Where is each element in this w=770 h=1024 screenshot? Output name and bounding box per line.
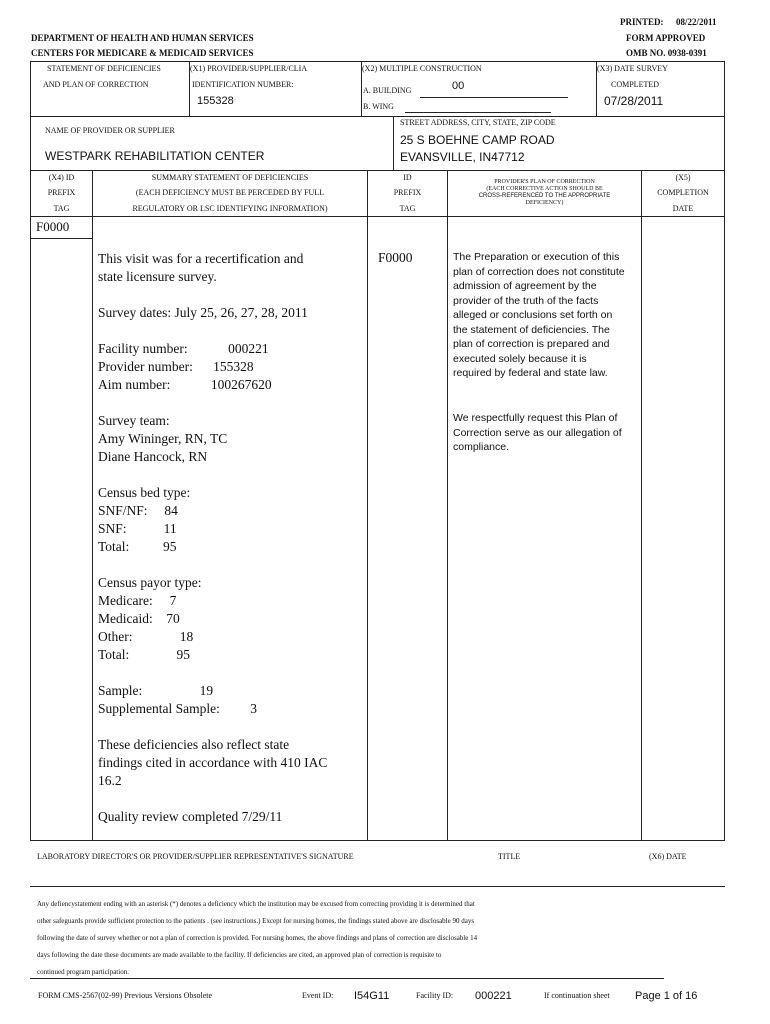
facility-id-label: Facility ID: xyxy=(416,991,454,1000)
left-tag: F0000 xyxy=(36,219,70,234)
divider xyxy=(30,116,725,117)
summary-line: Total: 95 xyxy=(98,539,177,554)
x5-label: (X5) xyxy=(675,173,691,182)
summary-line xyxy=(98,556,327,574)
x1-label: (X1) PROVIDER/SUPPLIER/CLIA xyxy=(190,64,308,73)
disclaimer-line: following the date of survey whether or not a plan of correction is provided. For nursing homes, the above findings and plans of correction are disclosable 14 xyxy=(37,934,478,942)
address-line1: 25 S BOEHNE CAMP ROAD xyxy=(400,133,555,147)
summary-line xyxy=(98,322,327,340)
building-underline xyxy=(420,97,568,98)
x5-completion-label: COMPLETION xyxy=(657,188,709,197)
omb-number: OMB NO. 0938-0391 xyxy=(626,48,707,58)
x1-identification-label: IDENTIFICATION NUMBER: xyxy=(192,80,294,89)
department-name: DEPARTMENT OF HEALTH AND HUMAN SERVICES xyxy=(31,33,254,43)
event-id-label: Event ID: xyxy=(302,991,334,1000)
x4-id-label: (X4) ID xyxy=(48,173,75,182)
x5-date-label: DATE xyxy=(672,204,694,213)
summary-line: Other: 18 xyxy=(98,629,194,644)
summary-line: Aim number: 100267620 xyxy=(98,377,272,392)
frame-right-line xyxy=(724,61,725,841)
disclaimer-line: days following the date these documents are made available to the facility. If deficiencies are cited, an approved plan of correction is requisite to xyxy=(37,951,442,959)
summary-line xyxy=(98,286,327,304)
wing-label: B. WING xyxy=(363,102,394,111)
summary-line xyxy=(98,718,327,736)
wing-underline xyxy=(405,112,551,113)
summary-line: Facility number: 000221 xyxy=(98,341,269,356)
printed-label: PRINTED: xyxy=(620,17,664,27)
summary-header-1: SUMMARY STATEMENT OF DEFICIENCIES xyxy=(151,173,309,182)
disclaimer-line: other safeguards provide sufficient protection to the patients . (see instructions.) Except for nursing homes, the findings stated above are disclosable 90 days xyxy=(37,917,475,925)
provider-name-value: WESTPARK REHABILITATION CENTER xyxy=(45,149,265,163)
summary-line: Diane Hancock, RN xyxy=(98,449,208,464)
x4-prefix-label: PREFIX xyxy=(47,188,76,197)
summary-line: Census bed type: xyxy=(98,485,191,500)
summary-line: Census payor type: xyxy=(98,575,202,590)
summary-line: Amy Wininger, RN, TC xyxy=(98,431,228,446)
right-tag: F0000 xyxy=(378,250,413,265)
statement-label: STATEMENT OF DEFICIENCIES xyxy=(47,64,161,73)
form-number: FORM CMS-2567(02-99) Previous Versions Obsolete xyxy=(38,991,213,1000)
summary-line: state licensure survey. xyxy=(98,269,217,284)
address-label: STREET ADDRESS, CITY, STATE, ZIP CODE xyxy=(400,118,556,127)
summary-line xyxy=(98,394,327,412)
correction-paragraph-1: The Preparation or execution of this plan of correction does not constitute admission of agreement by the provider of the truth of the facts alleged or conclusions set forth on the statement of deficiencies. The plan of correction is prepared and executed solely because it is required by federal and state law. xyxy=(453,251,625,379)
x6-date-label: (X6) DATE xyxy=(649,852,687,861)
form-approved: FORM APPROVED xyxy=(626,33,706,43)
summary-header-2: (EACH DEFICIENCY MUST BE PERCEDED BY FULL xyxy=(135,188,325,197)
building-value: 00 xyxy=(452,80,465,92)
divider xyxy=(30,216,725,217)
summary-line xyxy=(98,790,327,808)
provider-id-value: 155328 xyxy=(197,95,234,107)
plan-header-3: CROSS-REFERENCED TO THE APPROPRIATE xyxy=(478,193,611,199)
disclaimer-line: continued program participation. xyxy=(37,968,129,976)
continuation-label: If continuation sheet xyxy=(544,991,610,1000)
id-label: ID xyxy=(403,173,412,182)
summary-line: findings cited in accordance with 410 IAC xyxy=(98,755,328,770)
summary-line: Provider number: 155328 xyxy=(98,359,254,374)
divider xyxy=(641,170,642,841)
summary-line: Medicare: 7 xyxy=(98,593,177,608)
summary-line: Survey dates: July 25, 26, 27, 28, 2011 xyxy=(98,305,308,320)
address-line2: EVANSVILLE, IN47712 xyxy=(400,150,525,164)
x3-completed-label: COMPLETED xyxy=(611,80,659,89)
summary-line: Quality review completed 7/29/11 xyxy=(98,809,283,824)
divider xyxy=(447,170,448,841)
divider xyxy=(92,170,93,841)
summary-line: Sample: 19 xyxy=(98,683,214,698)
summary-line: Survey team: xyxy=(98,413,170,428)
footer-line xyxy=(30,978,664,979)
summary-line: This visit was for a recertification and xyxy=(98,251,304,266)
plan-header-1: PROVIDER'S PLAN OF CORRECTION xyxy=(494,179,595,185)
page-number: Page 1 of 16 xyxy=(635,990,698,1002)
provider-name-label: NAME OF PROVIDER OR SUPPLIER xyxy=(45,126,175,135)
centers-name: CENTERS FOR MEDICARE & MEDICAID SERVICES xyxy=(31,48,254,58)
summary-line: SNF: 11 xyxy=(98,521,177,536)
summary-line xyxy=(98,466,327,484)
disclaimer xyxy=(37,896,717,981)
summary-line: Supplemental Sample: 3 xyxy=(98,701,257,716)
director-signature-label: LABORATORY DIRECTOR'S OR PROVIDER/SUPPLIER REPRESENTATIVE'S SIGNATURE xyxy=(37,852,354,861)
summary-line xyxy=(98,664,327,682)
summary-line: Total: 95 xyxy=(98,647,191,662)
disclaimer-line: Any defiencystatement ending with an asterisk (*) denotes a deficiency which the institution may be excused from correcting providing it is determined that xyxy=(37,900,475,908)
event-id-value: I54G11 xyxy=(354,990,390,1002)
divider xyxy=(30,170,725,171)
building-label: A. BUILDING xyxy=(363,86,412,95)
id-tag-label: TAG xyxy=(399,204,416,213)
signature-bottom-line xyxy=(30,886,725,887)
x2-label: (X2) MULTIPLE CONSTRUCTION xyxy=(362,64,482,73)
tag-row-line xyxy=(30,238,93,239)
divider xyxy=(367,170,368,841)
summary-statement xyxy=(98,250,327,826)
x4-tag-label: TAG xyxy=(53,204,70,213)
x3-label: (X3) DATE SURVEY xyxy=(597,64,668,73)
summary-line: Medicaid: 70 xyxy=(98,611,180,626)
facility-id-value: 000221 xyxy=(475,990,512,1002)
summary-line: These deficiencies also reflect state xyxy=(98,737,290,752)
summary-header-3: REGULATORY OR LSC IDENTIFYING INFORMATION) xyxy=(132,204,328,213)
correction-paragraph-2: We respectfully request this Plan of Correction serve as our allegation of compliance. xyxy=(453,412,622,453)
summary-line: 16.2 xyxy=(98,773,122,788)
printed-date: 08/22/2011 xyxy=(676,17,717,27)
plan-header-2: (EACH CORRECTIVE ACTION SHOULD BE xyxy=(486,186,603,192)
id-prefix-label: PREFIX xyxy=(393,188,422,197)
frame-top-line xyxy=(30,61,724,62)
title-label: TITLE xyxy=(498,852,521,861)
plan-of-correction-label: AND PLAN OF CORRECTION xyxy=(43,80,149,89)
plan-header-4: DEFICIENCY) xyxy=(525,200,564,206)
frame-bottom-line xyxy=(30,840,725,841)
divider xyxy=(393,116,394,170)
survey-date-value: 07/28/2011 xyxy=(604,94,664,108)
summary-line: SNF/NF: 84 xyxy=(98,503,178,518)
